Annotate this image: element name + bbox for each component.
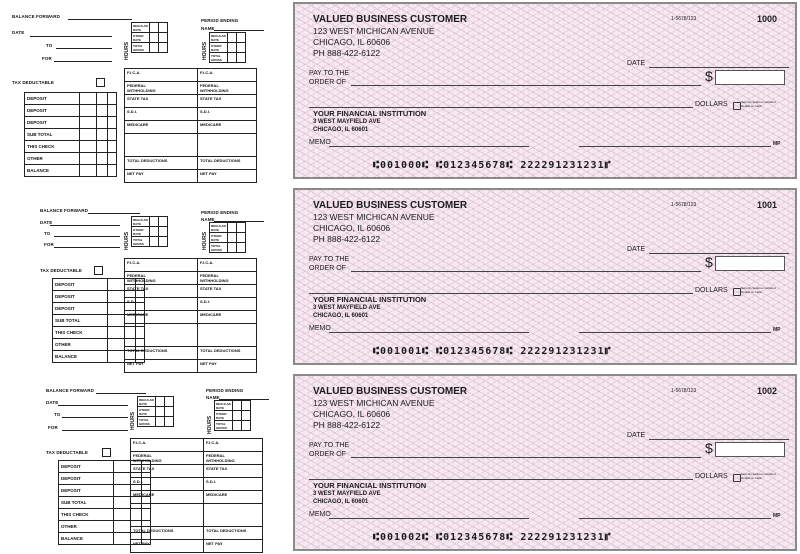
check-stub xyxy=(0,372,290,554)
date-line[interactable] xyxy=(50,225,120,226)
deposit-table: DEPOSIT DEPOSIT DEPOSIT SUB TOTAL THIS CHECK OTHER BALANCE xyxy=(58,460,151,545)
to-line[interactable] xyxy=(56,48,112,49)
tax-deductable-label: TAX DEDUCTABLE xyxy=(12,80,54,85)
micr-line: ⑆001002⑆ ⑆012345678⑆ 222291231231⑈ xyxy=(373,532,612,543)
bank-name: YOUR FINANCIAL INSTITUTION xyxy=(313,481,427,490)
hours-label-2: HOURS xyxy=(202,231,208,250)
company-name: VALUED BUSINESS CUSTOMER xyxy=(313,200,468,211)
hours-table-2: REGULAR RATE OTHER RATE TOTAL GROSS xyxy=(209,32,246,63)
mp-label: MP xyxy=(773,513,781,519)
signature-line[interactable] xyxy=(579,332,771,333)
amount-box[interactable] xyxy=(715,70,785,85)
pay-to-label: PAY TO THE xyxy=(309,70,350,77)
date-label: DATE xyxy=(627,432,646,439)
dollars-label: DOLLARS xyxy=(695,287,728,294)
date-label: DATE xyxy=(627,60,646,67)
deductions-table: F.I.C.A. F.I.C.A. FEDERAL WITHHOLDING FEDERAL WITHHOLDING STATE TAX STATE TAX S.D.I. S.D.I. MEDICARE MEDICARE TOTAL DEDUCTIONS TOTAL DEDUCTIONS NET PAY NET PAY xyxy=(124,68,257,183)
security-note: Security features included. Details on back. xyxy=(741,100,777,108)
amount-words-line[interactable] xyxy=(309,479,693,480)
date-line[interactable] xyxy=(58,405,128,406)
bank-address-2: CHICAGO, IL 60601 xyxy=(313,499,369,505)
hours-label: HOURS xyxy=(124,41,130,60)
regular-label: REGULAR RATE xyxy=(133,23,148,32)
memo-line[interactable] xyxy=(329,518,529,519)
to-label: TO xyxy=(46,43,53,48)
company-name: VALUED BUSINESS CUSTOMER xyxy=(313,14,468,25)
date-label: DATE xyxy=(46,400,59,405)
company-phone: PH 888-422-6122 xyxy=(313,420,381,430)
period-ending-label: PERIOD ENDING xyxy=(201,18,239,23)
balance-forward-label: BALANCE FORWARD xyxy=(12,14,60,19)
routing-fraction: 1-5678/123 xyxy=(671,388,697,394)
security-note: Security features included. Details on back. xyxy=(741,472,777,480)
date-line[interactable] xyxy=(649,67,789,68)
check-2 xyxy=(293,188,797,365)
date-label: DATE xyxy=(40,220,53,225)
memo-label: MEMO xyxy=(309,325,331,332)
payee-line[interactable] xyxy=(351,271,701,272)
memo-line[interactable] xyxy=(329,146,529,147)
payee-line[interactable] xyxy=(351,85,701,86)
check-block-2 xyxy=(0,186,800,368)
order-of-label: ORDER OF xyxy=(309,451,346,458)
hours-label-2: HOURS xyxy=(207,415,213,434)
for-label: FOR xyxy=(48,425,58,430)
bank-address-1: 3 WEST MAYFIELD AVE xyxy=(313,491,381,497)
dollar-sign: $ xyxy=(705,254,713,270)
tax-deductable-label: TAX DEDUCTABLE xyxy=(46,450,88,455)
tax-deductable-checkbox[interactable] xyxy=(102,448,111,457)
balance-forward-label: BALANCE FORWARD xyxy=(40,208,88,213)
hours-label-2: HOURS xyxy=(202,41,208,60)
tax-deductable-label: TAX DEDUCTABLE xyxy=(40,268,82,273)
memo-line[interactable] xyxy=(329,332,529,333)
name-label: NAME xyxy=(201,26,215,31)
date-label: DATE xyxy=(627,246,646,253)
deductions-table: F.I.C.A. F.I.C.A. FEDERAL WITHHOLDING FEDERAL WITHHOLDING STATE TAX STATE TAX S.D.I. S.D.I. MEDICARE MEDICARE TOTAL DEDUCTIONS TOTAL DEDUCTIONS NET PAY NET PAY xyxy=(124,258,257,373)
pay-to-label: PAY TO THE xyxy=(309,442,350,449)
deposit-table: DEPOSIT DEPOSIT DEPOSIT SUB TOTAL THIS CHECK OTHER BALANCE xyxy=(24,92,117,177)
pay-to-label: PAY TO THE xyxy=(309,256,350,263)
hours-table: REGULAR RATE OTHER RATE TOTAL GROSS xyxy=(137,396,174,427)
tax-deductable-checkbox[interactable] xyxy=(94,266,103,275)
check-number: 1000 xyxy=(757,14,778,24)
signature-line[interactable] xyxy=(579,518,771,519)
micr-line: ⑆001000⑆ ⑆012345678⑆ 222291231231⑈ xyxy=(373,160,612,171)
mp-label: MP xyxy=(773,327,781,333)
date-line[interactable] xyxy=(30,36,112,37)
to-line[interactable] xyxy=(62,417,128,418)
hours-table-2: REGULAR RATE OTHER RATE TOTAL GROSS xyxy=(214,400,251,431)
bank-name: YOUR FINANCIAL INSTITUTION xyxy=(313,109,427,118)
lock-icon xyxy=(733,288,741,296)
hours-table: REGULAR RATE OTHER RATE TOTAL GROSS xyxy=(131,216,168,247)
date-label: DATE xyxy=(12,30,25,35)
for-line[interactable] xyxy=(54,61,112,62)
for-label: FOR xyxy=(44,242,54,247)
dollar-sign: $ xyxy=(705,440,713,456)
dollars-label: DOLLARS xyxy=(695,101,728,108)
for-line[interactable] xyxy=(62,430,128,431)
order-of-label: ORDER OF xyxy=(309,79,346,86)
check-number: 1001 xyxy=(757,200,778,210)
company-address-2: CHICAGO, IL 60606 xyxy=(313,37,391,47)
date-line[interactable] xyxy=(649,253,789,254)
dollars-label: DOLLARS xyxy=(695,473,728,480)
lock-icon xyxy=(733,474,741,482)
name-label: NAME xyxy=(206,395,220,400)
name-line[interactable] xyxy=(214,30,264,31)
bank-address-2: CHICAGO, IL 60601 xyxy=(313,127,369,133)
balance-forward-line[interactable] xyxy=(68,19,132,20)
other-label: OTHER RATE xyxy=(132,33,150,43)
check-number: 1002 xyxy=(757,386,778,396)
security-note: Security features included. Details on back. xyxy=(741,286,777,294)
to-line[interactable] xyxy=(54,236,120,237)
company-address-2: CHICAGO, IL 60606 xyxy=(313,409,391,419)
total-label: TOTAL GROSS xyxy=(132,43,150,53)
payee-line[interactable] xyxy=(351,457,701,458)
balance-forward-line[interactable] xyxy=(88,213,140,214)
bank-name: YOUR FINANCIAL INSTITUTION xyxy=(313,295,427,304)
hours-table xyxy=(131,22,168,53)
amount-box[interactable] xyxy=(715,256,785,271)
deductions-table: F.I.C.A. F.I.C.A. FEDERAL WITHHOLDING FEDERAL WITHHOLDING STATE TAX STATE TAX S.D.I. S.D.I. MEDICARE MEDICARE TOTAL DEDUCTIONS TOTAL DEDUCTIONS NET PAY NET PAY xyxy=(130,438,263,553)
company-address-2: CHICAGO, IL 60606 xyxy=(313,223,391,233)
routing-fraction: 1-5678/123 xyxy=(671,16,697,22)
date-line[interactable] xyxy=(649,439,789,440)
hours-label: HOURS xyxy=(124,231,130,250)
period-ending-label: PERIOD ENDING xyxy=(206,388,244,393)
check-stub xyxy=(0,186,290,368)
bank-address-2: CHICAGO, IL 60601 xyxy=(313,313,369,319)
check-3 xyxy=(293,374,797,551)
for-label: FOR xyxy=(42,56,52,61)
tax-deductable-checkbox[interactable] xyxy=(96,78,105,87)
check-block-3 xyxy=(0,372,800,554)
mp-label: MP xyxy=(773,141,781,147)
lock-icon xyxy=(733,102,741,110)
memo-label: MEMO xyxy=(309,139,331,146)
period-ending-label: PERIOD ENDING xyxy=(201,210,239,215)
balance-forward-line[interactable] xyxy=(96,393,146,394)
signature-line[interactable] xyxy=(579,146,771,147)
to-label: TO xyxy=(54,412,61,417)
check-block-1 xyxy=(0,0,800,182)
name-label: NAME xyxy=(201,217,215,222)
order-of-label: ORDER OF xyxy=(309,265,346,272)
bank-address-1: 3 WEST MAYFIELD AVE xyxy=(313,119,381,125)
hours-label: HOURS xyxy=(130,411,136,430)
dollar-sign: $ xyxy=(705,68,713,84)
company-address-1: 123 WEST MICHICAN AVENUE xyxy=(313,26,435,36)
company-address-1: 123 WEST MICHICAN AVENUE xyxy=(313,212,435,222)
company-phone: PH 888-422-6122 xyxy=(313,48,381,58)
bank-address-1: 3 WEST MAYFIELD AVE xyxy=(313,305,381,311)
memo-label: MEMO xyxy=(309,511,331,518)
hours-table-2: REGULAR RATE OTHER RATE TOTAL GROSS xyxy=(209,222,246,253)
amount-words-line[interactable] xyxy=(309,293,693,294)
for-line[interactable] xyxy=(54,247,120,248)
routing-fraction: 1-5678/123 xyxy=(671,202,697,208)
amount-box[interactable] xyxy=(715,442,785,457)
amount-words-line[interactable] xyxy=(309,107,693,108)
check-1 xyxy=(293,2,797,179)
company-phone: PH 888-422-6122 xyxy=(313,234,381,244)
check-stub xyxy=(0,0,290,182)
to-label: TO xyxy=(44,231,51,236)
micr-line: ⑆001001⑆ ⑆012345678⑆ 222291231231⑈ xyxy=(373,346,612,357)
balance-forward-label: BALANCE FORWARD xyxy=(46,388,94,393)
company-address-1: 123 WEST MICHICAN AVENUE xyxy=(313,398,435,408)
company-name: VALUED BUSINESS CUSTOMER xyxy=(313,386,468,397)
deposit-table: DEPOSIT DEPOSIT DEPOSIT SUB TOTAL THIS CHECK OTHER BALANCE xyxy=(52,278,145,363)
